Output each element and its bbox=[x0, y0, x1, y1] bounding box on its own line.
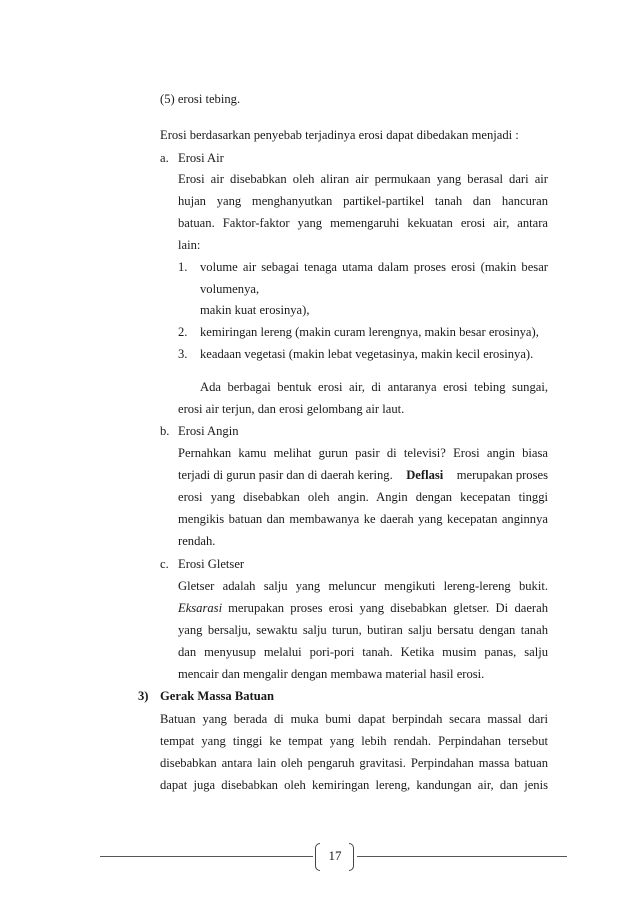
erosi-gletser-line-5: mencair dan mengalir dengan membawa material hasil erosi. bbox=[178, 667, 485, 681]
erosi-angin-line-4: mengikis batuan dan membawanya ke daerah yang kecepatan anginnya bbox=[178, 512, 548, 526]
list-marker-b: b. bbox=[160, 424, 170, 438]
gerak-massa-line-3: disebabkan antara lain oleh pengaruh gravitasi. Perpindahan massa batuan bbox=[160, 756, 548, 770]
erosi-gletser-line-2 bbox=[178, 600, 548, 616]
gerak-massa-line-2: tempat yang tinggi ke tempat yang lebih rendah. Perpindahan tersebut bbox=[160, 734, 548, 748]
page-number: 17 bbox=[328, 848, 342, 863]
gerak-massa-line-4: dapat juga disebabkan oleh kemiringan lereng, kandungan air, dan jenis bbox=[160, 778, 548, 792]
list-marker-a: a. bbox=[160, 151, 169, 165]
section-marker-3: 3) bbox=[138, 689, 149, 703]
factor-1-line-3: makin kuat erosinya), bbox=[200, 303, 310, 317]
factor-1-line-1: volume air sebagai tenaga utama dalam proses erosi (makin besar bbox=[200, 260, 548, 274]
erosi-air-line-2: hujan yang menghanyutkan partikel-partikel tanah dan hancuran bbox=[178, 194, 548, 208]
term-deflasi: Deflasi bbox=[406, 468, 444, 482]
erosi-gletser-line-2-rest: merupakan proses erosi yang disebabkan gletser. Di daerah bbox=[228, 601, 548, 615]
erosi-gletser-line-4: dan menyusup melalui pori-pori tanah. Ketika musim panas, salju bbox=[178, 645, 548, 659]
footer-rule-right bbox=[357, 856, 567, 857]
erosi-air-line-1: Erosi air disebabkan oleh aliran air permukaan yang berasal dari air bbox=[178, 172, 548, 186]
page-number-bracket-right bbox=[349, 843, 354, 871]
list-marker-1: 1. bbox=[178, 260, 188, 274]
term-eksarasi: Eksarasi bbox=[178, 601, 223, 615]
erosi-angin-line-1: Pernahkan kamu melihat gurun pasir di televisi? Erosi angin biasa bbox=[178, 446, 548, 460]
erosi-angin-line-2 bbox=[178, 467, 548, 483]
heading-erosi-air: Erosi Air bbox=[178, 151, 224, 165]
erosi-air-line-3: batuan. Faktor-faktor yang memengaruhi kekuatan erosi air, antara bbox=[178, 216, 548, 230]
bentuk-erosi-line-1: Ada berbagai bentuk erosi air, di antaranya erosi tebing sungai, bbox=[200, 380, 548, 394]
erosi-air-line-4: lain: bbox=[178, 238, 201, 252]
list-item-erosi-tebing: (5) erosi tebing. bbox=[160, 92, 241, 106]
heading-erosi-gletser: Erosi Gletser bbox=[178, 557, 245, 571]
intro-sentence: Erosi berdasarkan penyebab terjadinya erosi dapat dibedakan menjadi : bbox=[160, 128, 519, 142]
bentuk-erosi-line-2: erosi air terjun, dan erosi gelombang air laut. bbox=[178, 402, 405, 416]
erosi-angin-line-3: erosi yang disebabkan oleh angin. Angin dengan kecepatan tinggi bbox=[178, 490, 548, 504]
erosi-gletser-line-1: Gletser adalah salju yang meluncur mengikuti lereng-lereng bukit. bbox=[178, 579, 548, 593]
erosi-angin-line-2-end: merupakan proses bbox=[456, 468, 548, 482]
erosi-angin-line-2-start: terjadi di gurun pasir dan di daerah kering. bbox=[178, 468, 393, 482]
gerak-massa-line-1: Batuan yang berada di muka bumi dapat berpindah secara massal dari bbox=[160, 712, 548, 726]
factor-2: kemiringan lereng (makin curam lerengnya, makin besar erosinya), bbox=[200, 325, 539, 339]
list-marker-c: c. bbox=[160, 557, 169, 571]
heading-erosi-angin: Erosi Angin bbox=[178, 424, 239, 438]
list-marker-3: 3. bbox=[178, 347, 188, 361]
footer-rule-left bbox=[100, 856, 313, 857]
erosi-gletser-line-3: yang bersalju, sewaktu salju turun, butiran salju bersatu dengan tanah bbox=[178, 623, 548, 637]
erosi-angin-line-5: rendah. bbox=[178, 534, 216, 548]
factor-3: keadaan vegetasi (makin lebat vegetasinya, makin kecil erosinya). bbox=[200, 347, 534, 361]
factor-1-line-2: volumenya, bbox=[200, 282, 260, 296]
heading-gerak-massa-batuan: Gerak Massa Batuan bbox=[160, 689, 275, 703]
list-marker-2: 2. bbox=[178, 325, 188, 339]
